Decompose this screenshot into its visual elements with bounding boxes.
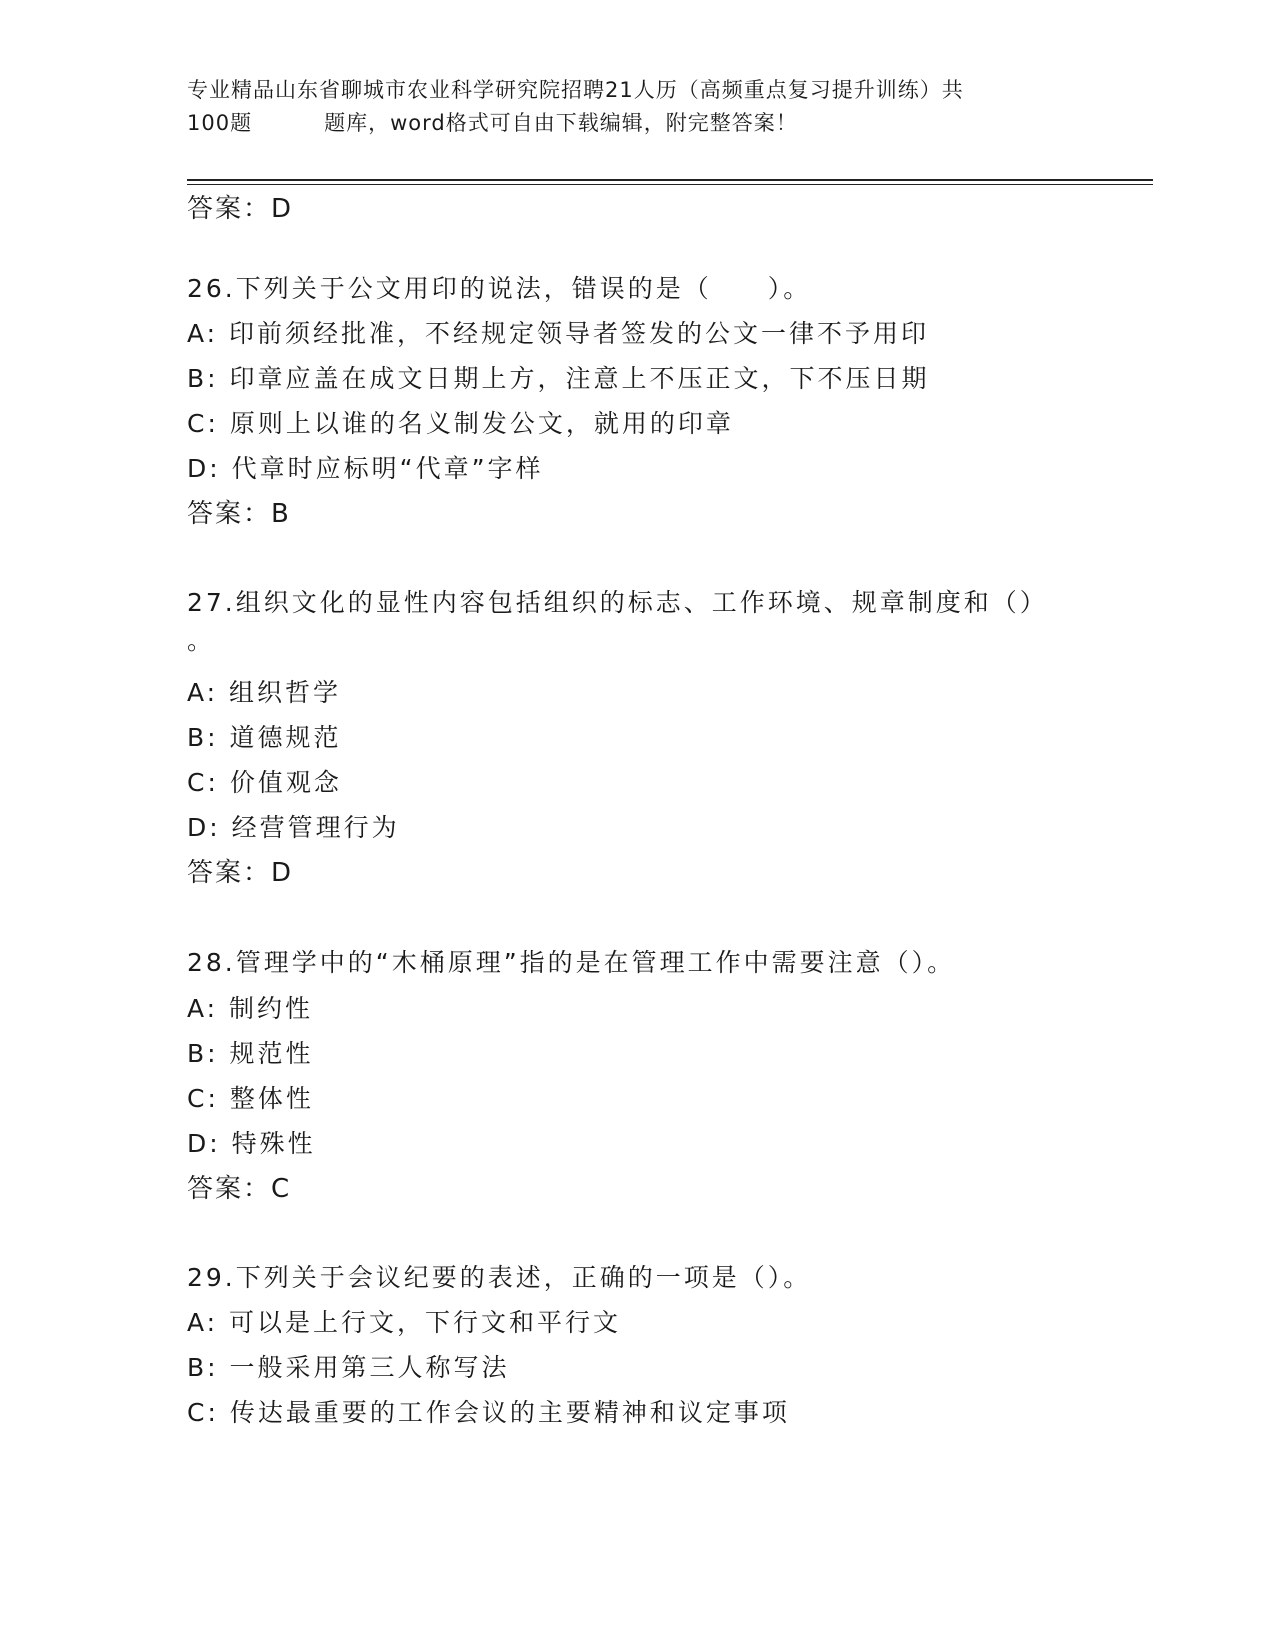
- question-27-option-a: A: 组织哲学: [187, 678, 342, 707]
- question-26-option-c: C: 原则上以谁的名义制发公文，就用的印章: [187, 409, 734, 438]
- question-27-option-d: D: 经营管理行为: [187, 813, 400, 842]
- question-28-answer: 答案：C: [187, 1174, 292, 1204]
- question-28-option-d: D: 特殊性: [187, 1129, 316, 1158]
- question-29-option-b: B: 一般采用第三人称写法: [187, 1353, 510, 1382]
- question-29-option-c: C: 传达最重要的工作会议的主要精神和议定事项: [187, 1398, 790, 1427]
- question-28-option-c: C: 整体性: [187, 1084, 314, 1113]
- header-subtitle: 题库，word格式可自由下载编辑，附完整答案！: [324, 111, 798, 135]
- question-26-option-d: D: 代章时应标明“代章”字样: [187, 454, 544, 483]
- question-29-stem: 29.下列关于会议纪要的表述，正确的一项是（）。: [187, 1263, 812, 1292]
- previous-answer: 答案：D: [187, 194, 294, 224]
- document-header: [187, 74, 1087, 140]
- question-26-stem: 26.下列关于公文用印的说法，错误的是（ ）。: [187, 274, 812, 303]
- header-title-line1: 专业精品山东省聊城市农业科学研究院招聘21人历（高频重点复习提升训练）共: [187, 78, 964, 102]
- header-count: 100题: [187, 111, 253, 135]
- header-rule-thick: [187, 179, 1153, 181]
- question-28-stem: 28.管理学中的“木桶原理”指的是在管理工作中需要注意（）。: [187, 948, 956, 977]
- question-27-stem: 27.组织文化的显性内容包括组织的标志、工作环境、规章制度和（）: [187, 588, 1048, 617]
- question-26-option-b: B: 印章应盖在成文日期上方，注意上不压正文，下不压日期: [187, 364, 930, 393]
- question-28-option-a: A: 制约性: [187, 994, 314, 1023]
- question-27-stem-continued: 。: [187, 626, 216, 655]
- header-title-line2: [187, 107, 1087, 140]
- question-29-option-a: A: 可以是上行文，下行文和平行文: [187, 1308, 622, 1337]
- question-26-answer: 答案：B: [187, 499, 291, 529]
- question-27-option-c: C: 价值观念: [187, 768, 342, 797]
- question-28-option-b: B: 规范性: [187, 1039, 314, 1068]
- header-rule-thin: [187, 184, 1153, 185]
- question-27-option-b: B: 道德规范: [187, 723, 342, 752]
- question-27-answer: 答案：D: [187, 858, 294, 888]
- question-26-option-a: A: 印前须经批准，不经规定领导者签发的公文一律不予用印: [187, 319, 930, 348]
